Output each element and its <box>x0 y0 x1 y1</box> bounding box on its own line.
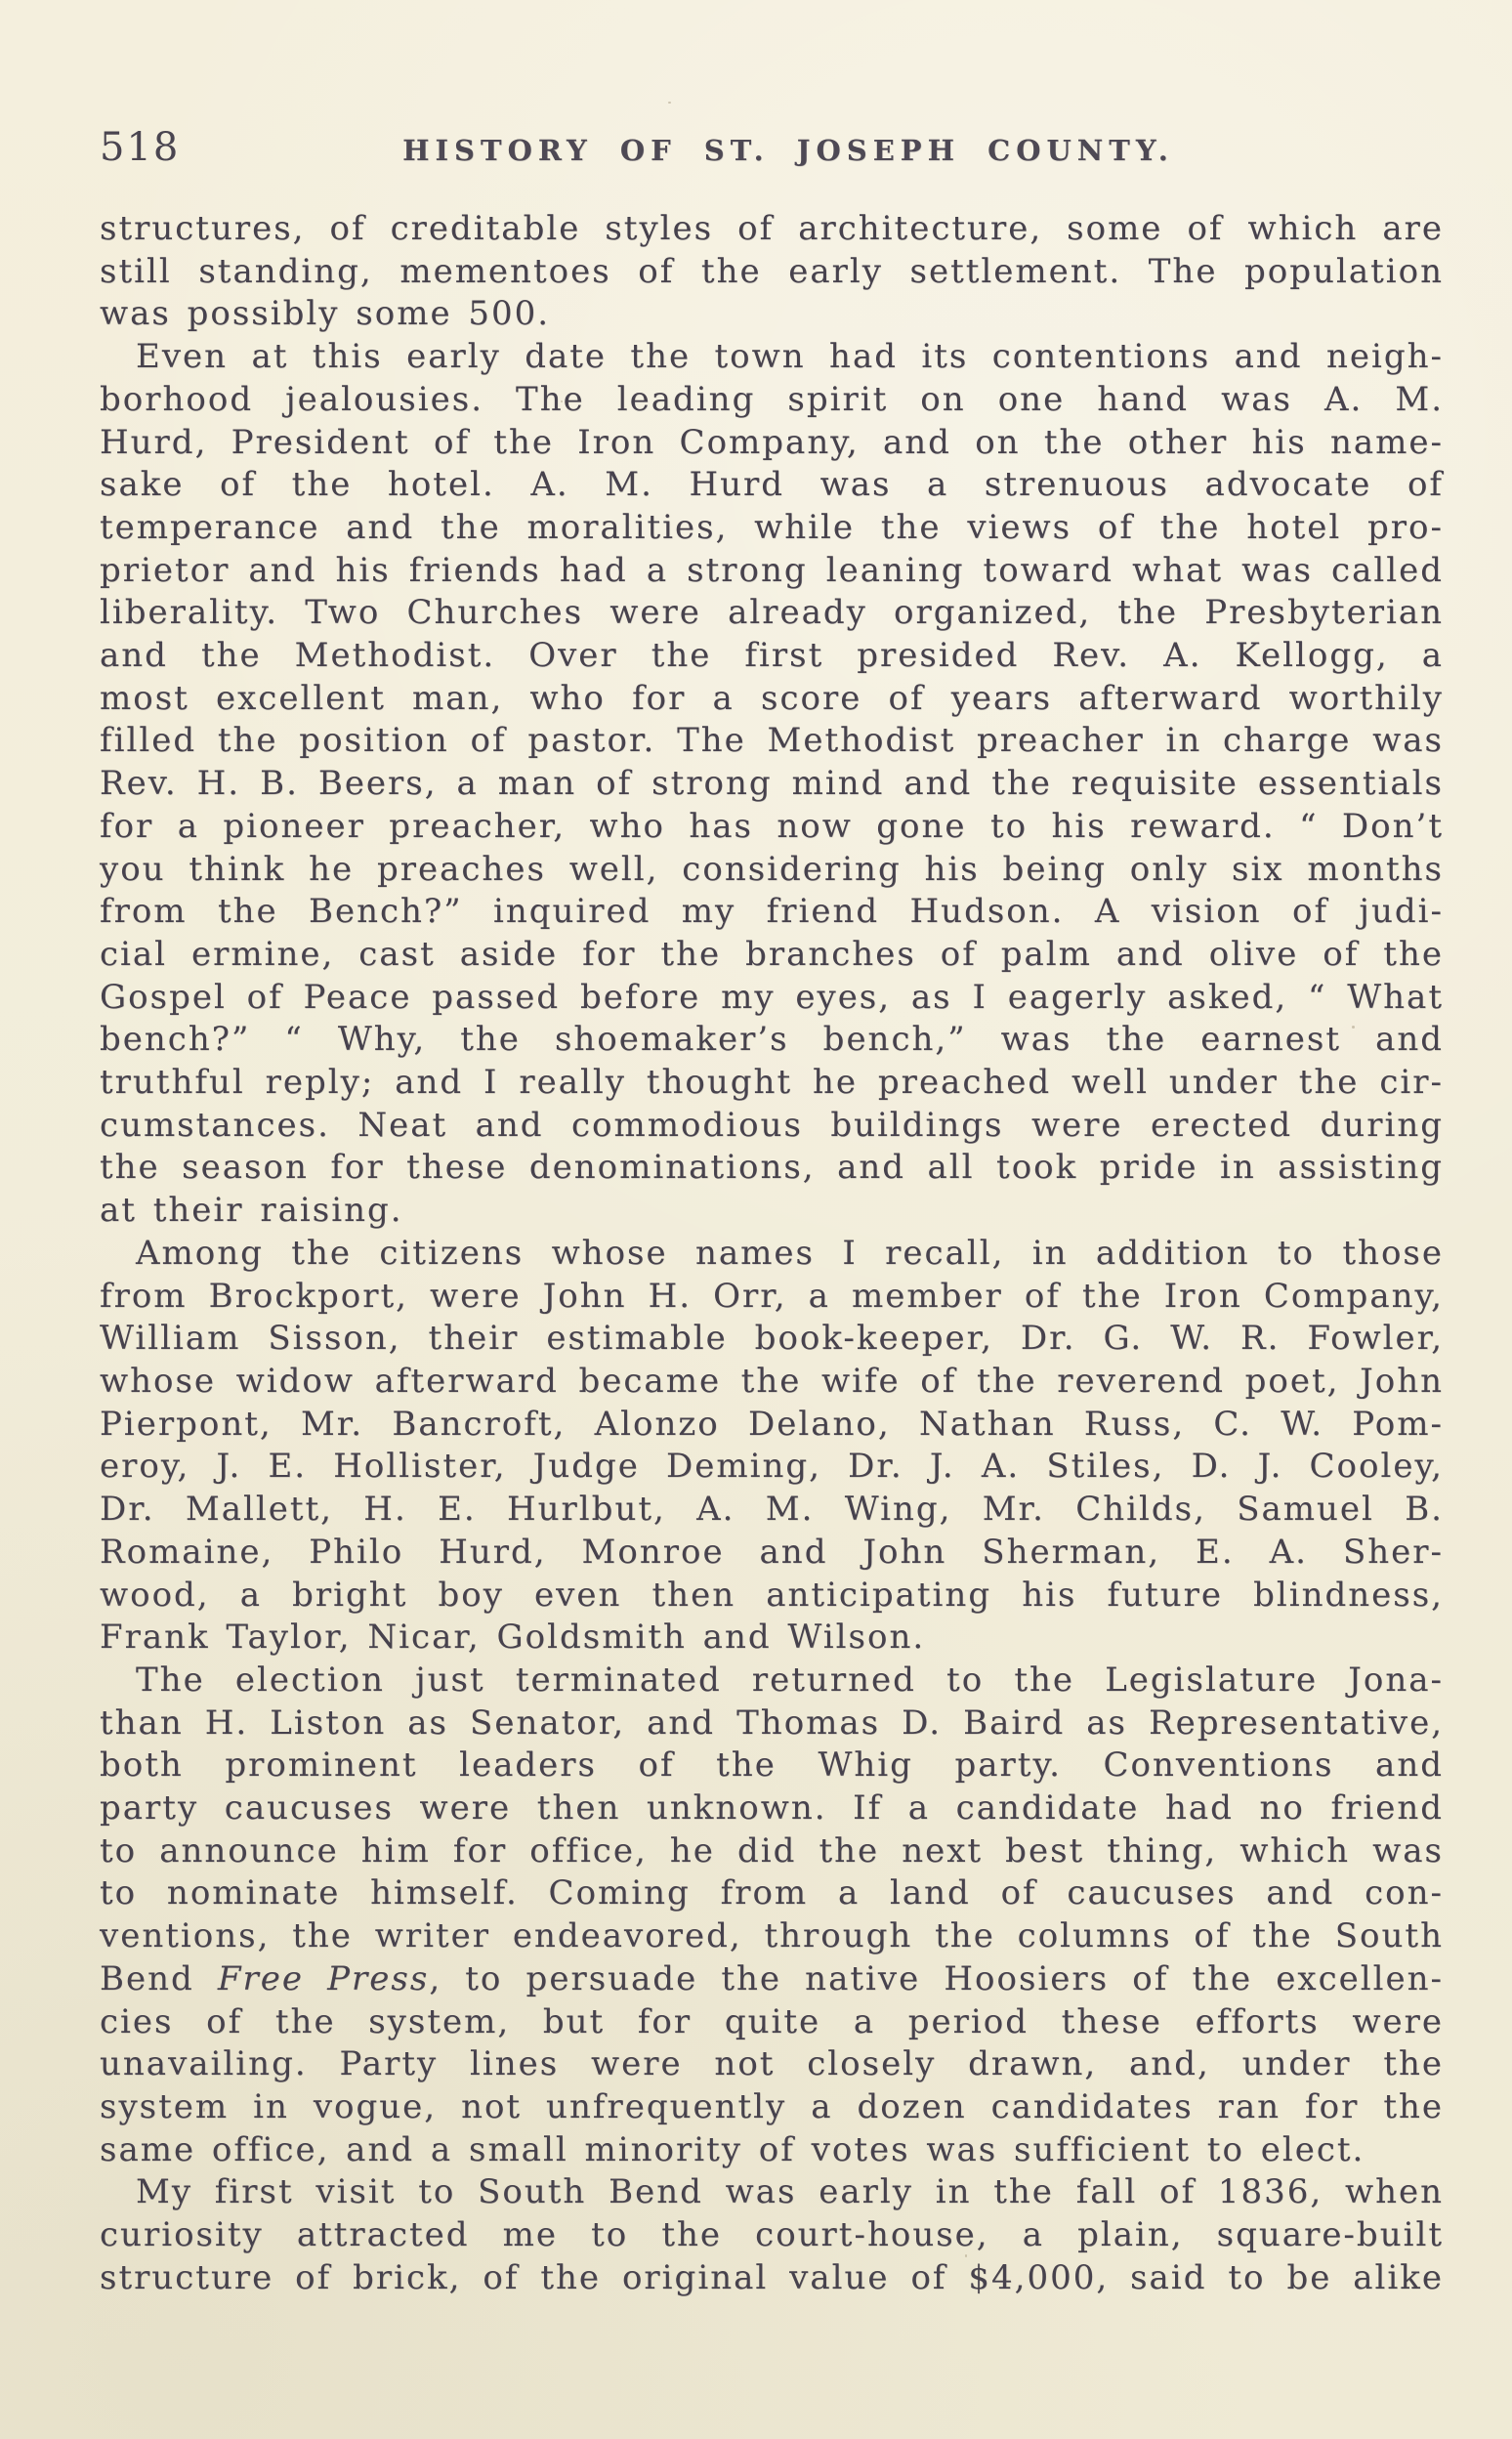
text-line: and the Methodist. Over the first presided Rev. A. Kellogg, a <box>100 636 1444 676</box>
text-line: most excellent man, who for a score of years afterward worthily <box>100 678 1444 718</box>
scan-speck <box>882 2156 885 2159</box>
text-line: same office, and a small minority of votes was sufficient to elect. <box>100 2129 1365 2169</box>
text-line: structure of brick, of the original value of $4,000, said to be alike <box>100 2257 1444 2297</box>
scan-speck <box>668 102 671 104</box>
text-line: The election just terminated returned to the Legislature Jona- <box>136 1660 1444 1700</box>
text-line: unavailing. Party lines were not closely drawn, and, under the <box>100 2044 1444 2084</box>
text-line: liberality. Two Churches were already organized, the Presbyterian <box>100 593 1444 633</box>
scan-speck <box>561 400 563 402</box>
text-line: from the Bench?” inquired my friend Hudson. A vision of judi- <box>100 892 1444 932</box>
text-line: structures, of creditable styles of architecture, some of which are <box>100 209 1444 248</box>
text-line: from Brockport, were John H. Orr, a member of the Iron Company, <box>100 1276 1444 1316</box>
text-line: Hurd, President of the Iron Company, and on the other his name- <box>100 422 1444 462</box>
paragraph <box>100 208 1444 336</box>
text-line: for a pioneer preacher, who has now gone to his reward. “ Don’t <box>100 806 1444 846</box>
text-line: Romaine, Philo Hurd, Monroe and John Sherman, E. A. Sher- <box>100 1532 1444 1572</box>
text-line: William Sisson, their estimable book-keeper, Dr. G. W. R. Fowler, <box>100 1319 1444 1359</box>
text-line: cial ermine, cast aside for the branches of palm and olive of the <box>100 934 1444 974</box>
text-line: Frank Taylor, Nicar, Goldsmith and Wilson. <box>100 1618 926 1658</box>
text-line: cumstances. Neat and commodious buildings were erected during <box>100 1105 1444 1145</box>
text-line: still standing, mementoes of the early settlement. The population <box>100 251 1444 291</box>
paragraph <box>100 2171 1444 2299</box>
text-line: truthful reply; and I really thought he preached well under the cir- <box>100 1063 1444 1103</box>
text-line: wood, a bright boy even then anticipating his future blindness, <box>100 1575 1444 1615</box>
text-line: cies of the system, but for quite a period these efforts were <box>100 2001 1444 2041</box>
text-line: Gospel of Peace passed before my eyes, as I eagerly asked, “ What <box>100 977 1444 1017</box>
text-line: Rev. H. B. Beers, a man of strong mind and the requisite essentials <box>100 764 1444 804</box>
text-line: than H. Liston as Senator, and Thomas D. Baird as Representative, <box>100 1703 1444 1743</box>
scan-speck <box>965 2254 967 2257</box>
text-line: Dr. Mallett, H. E. Hurlbut, A. M. Wing, Mr. Childs, Samuel B. <box>100 1490 1444 1530</box>
text-line: Among the citizens whose names I recall, in addition to those <box>136 1233 1444 1273</box>
scan-speck <box>203 2108 205 2112</box>
scan-speck <box>1352 1026 1355 1029</box>
text-line: bench?” “ Why, the shoemaker’s bench,” was the earnest and <box>100 1020 1444 1060</box>
text-line: whose widow afterward became the wife of the reverend poet, John <box>100 1361 1444 1401</box>
text-line: prietor and his friends had a strong leaning toward what was called <box>100 550 1444 590</box>
text-line: you think he preaches well, considering his being only six months <box>100 849 1444 889</box>
paragraph <box>100 1660 1444 2171</box>
text-line: at their raising. <box>100 1191 403 1231</box>
text-line: both prominent leaders of the Whig party. Conventions and <box>100 1745 1444 1786</box>
text-line: the season for these denominations, and all took pride in assisting <box>100 1148 1444 1188</box>
running-title: HISTORY OF ST. JOSEPH COUNTY. <box>402 134 1174 167</box>
paragraph <box>100 1233 1444 1660</box>
paragraph <box>100 336 1444 1233</box>
page-header <box>100 123 1442 178</box>
text-line: borhood jealousies. The leading spirit on one hand was A. M. <box>100 379 1444 419</box>
page-number: 518 <box>100 125 181 170</box>
text-line: to nominate himself. Coming from a land of caucuses and con- <box>100 1873 1444 1913</box>
text-line: My first visit to South Bend was early in the fall of 1836, when <box>136 2172 1444 2212</box>
text-line: sake of the hotel. A. M. Hurd was a strenuous advocate of <box>100 465 1444 505</box>
text-block <box>100 208 1444 2299</box>
text-line: eroy, J. E. Hollister, Judge Deming, Dr. J. A. Stiles, D. J. Cooley, <box>100 1447 1444 1487</box>
text-line: Bend Free Press, to persuade the native Hoosiers of the excellen- <box>100 1958 1444 1998</box>
text-line: ventions, the writer endeavored, through the columns of the South <box>100 1916 1444 1956</box>
text-line: curiosity attracted me to the court-house, a plain, square-built <box>100 2215 1444 2255</box>
text-line: to announce him for office, he did the next best thing, which was <box>100 1830 1444 1871</box>
text-line: party caucuses were then unknown. If a candidate had no friend <box>100 1788 1444 1829</box>
text-line: Pierpont, Mr. Bancroft, Alonzo Delano, Nathan Russ, C. W. Pom- <box>100 1404 1444 1444</box>
text-line: system in vogue, not unfrequently a dozen candidates ran for the <box>100 2086 1444 2126</box>
text-line: temperance and the moralities, while the views of the hotel pro- <box>100 507 1444 547</box>
text-line: filled the position of pastor. The Methodist preacher in charge was <box>100 721 1444 761</box>
text-line: Even at this early date the town had its contentions and neigh- <box>136 337 1444 377</box>
text-line: was possibly some 500. <box>100 294 551 334</box>
